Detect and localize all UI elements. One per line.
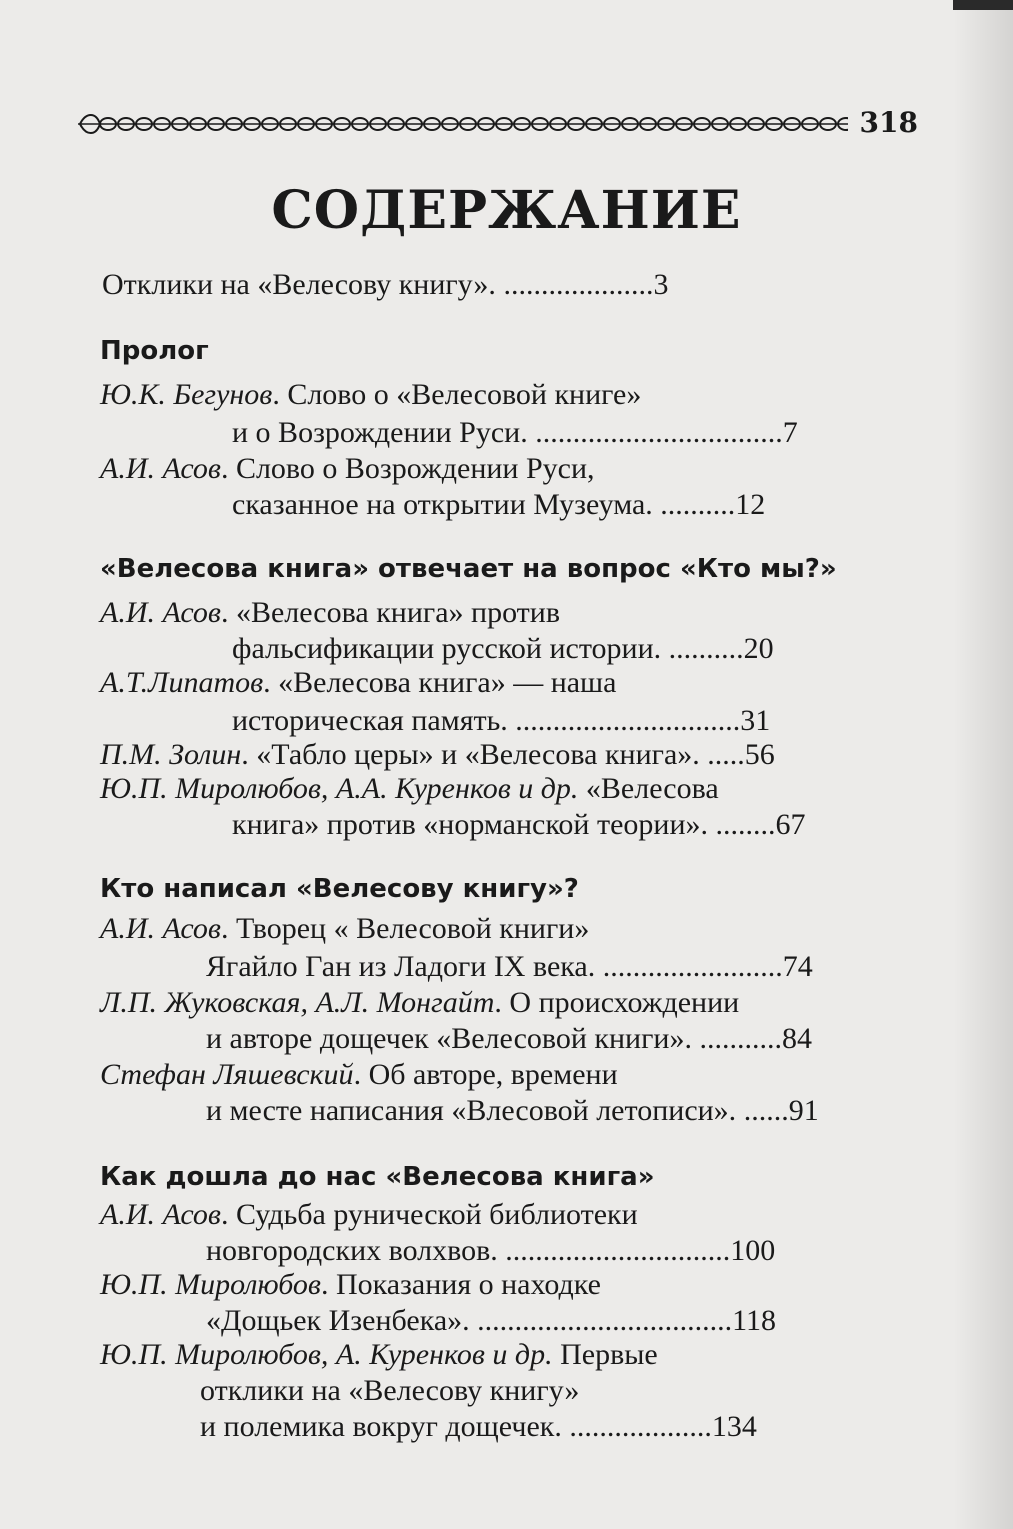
section-heading: Кто написал «Велесову книгу»? [100,874,579,904]
entry-title: . Слово о Возрождении Руси, [220,452,595,485]
toc-entry-line [100,912,589,946]
entry-page: 12 [735,488,766,521]
entry-author: А.И. Асов [100,452,221,485]
toc-entry-line [100,772,719,806]
entry-author: А.И. Асов [100,596,221,629]
entry-page: 31 [740,704,771,737]
entry-page: 7 [782,416,798,449]
corner-mark [953,0,1013,10]
leader-dots: .......... [652,488,736,521]
entry-page: 134 [711,1410,757,1443]
entry-author: Ю.К. Бегунов [100,378,273,411]
toc-entry-line [100,986,739,1020]
entry-author: П.М. Золин [100,738,242,771]
toc-entry-line [232,632,774,666]
entry-title: . «Табло церы» и «Велесова книга». [241,738,700,771]
entry-title: . Об авторе, времени [353,1058,618,1091]
toc-entry-line [200,1374,579,1408]
entry-title: . О происхождении [494,986,740,1019]
entry-author: А.Т.Липатов [100,666,264,699]
entry-author: Ю.П. Миролюбов, А. Куренков и др. [100,1338,553,1371]
toc-entry-line [206,950,813,984]
toc-entry-line [206,1094,819,1128]
entry-title: . Показания о находке [320,1268,601,1301]
toc-entry-line [232,488,765,522]
entry-title: и авторе дощечек «Велесовой книги». [206,1022,692,1055]
entry-title: Первые [552,1338,658,1371]
page-header [78,100,938,148]
leader-dots: .......... [661,632,744,665]
entry-page: 74 [782,950,813,983]
entry-page: 84 [781,1022,812,1055]
entry-title: «Дощьек Изенбека». [206,1304,470,1337]
entry-author: Л.П. Жуковская, А.Л. Монгайт [100,986,495,1019]
leader-dots: .................................. [469,1304,733,1337]
entry-page: 67 [775,808,806,841]
entry-title: и полемика вокруг дощечек. [200,1410,562,1443]
toc-entry-line [102,268,668,302]
entry-author: Стефан Ляшевский [100,1058,354,1091]
toc-entry-line [100,1268,601,1302]
entry-title: . Слово о «Велесовой книге» [272,378,642,411]
toc-entry-line [206,1304,776,1338]
entry-title: . Творец « Велесовой книги» [220,912,590,945]
section-heading: Пролог [100,336,209,366]
leader-dots: ........... [691,1022,782,1055]
leader-dots: ................... [561,1410,712,1443]
entry-page: 56 [744,738,775,771]
entry-title: отклики на «Велесову книгу» [200,1374,580,1407]
entry-title: книга» против «норманской теории». [232,808,709,841]
leader-dots: .................... [495,268,654,301]
entry-author: Ю.П. Миролюбов [100,1268,321,1301]
entry-title: фальсификации русской истории. [232,632,662,665]
toc-entry-line [100,1198,638,1232]
toc-entry-line [206,1234,775,1268]
toc-entry-line [100,666,616,700]
page-number: 318 [859,106,918,139]
leader-dots: .............................. [507,704,741,737]
toc-entry-line [100,738,775,772]
leader-dots: .............................. [497,1234,731,1267]
ornament-border [78,110,848,138]
entry-title: . Судьба рунической библиотеки [220,1198,638,1231]
entry-page: 3 [653,268,669,301]
entry-author: А.И. Асов [100,1198,221,1231]
entry-title: «Велесова [578,772,719,805]
entry-title: историческая память. [232,704,508,737]
leader-dots: ..... [699,738,745,771]
leader-dots: ...... [736,1094,789,1127]
entry-page: 91 [788,1094,819,1127]
entry-author: Ю.П. Миролюбов, А.А. Куренков и др. [100,772,579,805]
entry-title: и о Возрождении Руси. [232,416,528,449]
entry-title: . «Велесова книга» против [220,596,561,629]
entry-title: Ягайло Ган из Ладоги IX века. [206,950,596,983]
leader-dots: ................................. [527,416,783,449]
entry-page: 100 [730,1234,776,1267]
toc-entry-line [200,1410,757,1444]
toc-entry-line [100,452,595,486]
toc-entry-line [100,378,641,412]
entry-page: 118 [732,1304,777,1337]
entry-title: и месте написания «Влесовой летописи». [206,1094,737,1127]
section-heading: Как дошла до нас «Велесова книга» [100,1162,655,1192]
toc-entry-line [232,808,806,842]
entry-title: . «Велесова книга» — наша [263,666,617,699]
entry-page: 20 [743,632,774,665]
section-heading: «Велесова книга» отвечает на вопрос «Кто мы?» [100,554,837,584]
toc-entry-line [232,704,770,738]
entry-author: А.И. Асов [100,912,221,945]
toc-entry-line [100,596,560,630]
toc-entry-line [206,1022,812,1056]
entry-title: сказанное на открытии Музеума. [232,488,653,521]
entry-title: Отклики на «Велесову книгу». [102,268,496,301]
toc-entry-line [232,416,798,450]
toc-entry-line [100,1058,618,1092]
entry-title: новгородских волхвов. [206,1234,498,1267]
leader-dots: ........................ [595,950,783,983]
contents-title: СОДЕРЖАНИЕ [271,180,742,241]
leader-dots: ........ [708,808,776,841]
toc-entry-line [100,1338,658,1372]
